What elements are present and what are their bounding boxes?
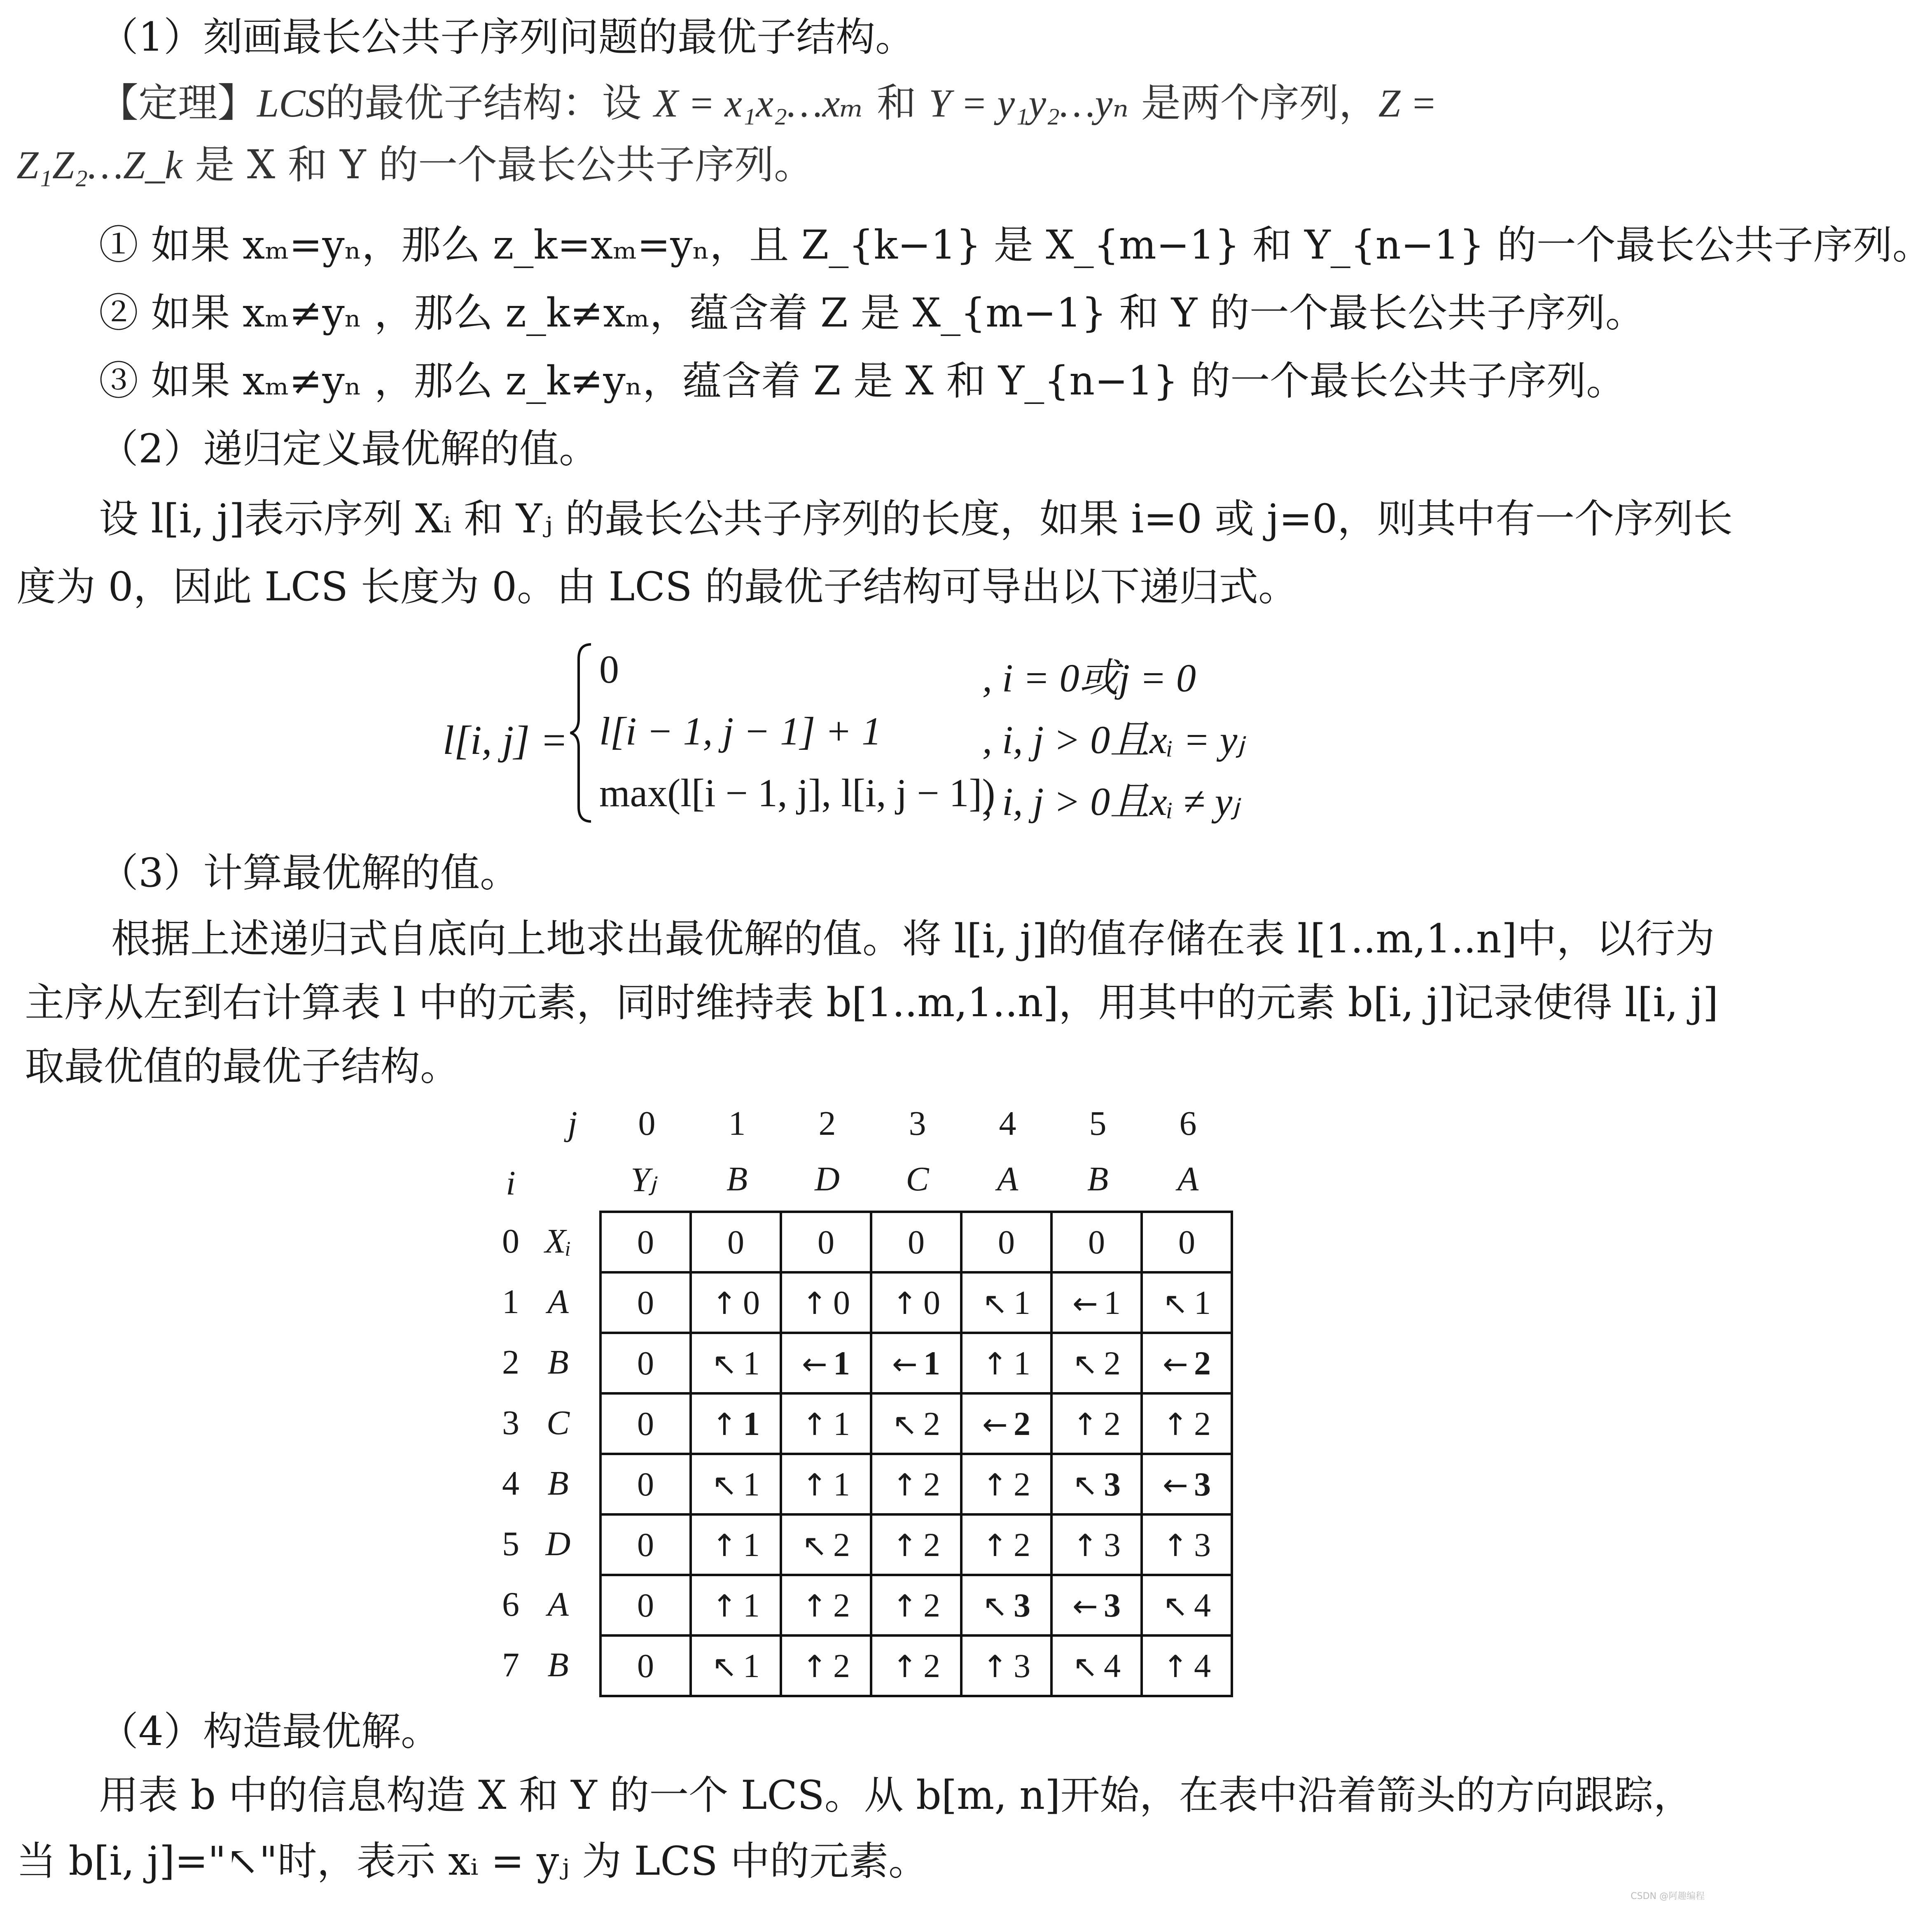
cell-value: 2 (923, 1404, 940, 1442)
table-cell (1051, 1575, 1142, 1635)
table-cell (781, 1333, 871, 1393)
direction-arrow-icon: ↖ (711, 1346, 737, 1382)
table-cell (781, 1575, 871, 1635)
cell-value: 0 (637, 1586, 654, 1624)
cell-value: 4 (1194, 1647, 1211, 1684)
table-cell (1142, 1272, 1232, 1333)
direction-arrow-icon: ↑ (892, 1285, 918, 1321)
cell-value: 2 (833, 1526, 850, 1563)
table-cell (871, 1575, 961, 1635)
table-cell (691, 1635, 781, 1696)
direction-arrow-icon: ↑ (892, 1467, 918, 1503)
cell-value: 2 (923, 1465, 940, 1503)
table-j-index: 1 (728, 1104, 746, 1143)
cell-value: 3 (1104, 1586, 1121, 1624)
formula-row-1-cond: , i = 0或j = 0 (982, 656, 1196, 700)
direction-arrow-icon: ↖ (982, 1285, 1008, 1321)
direction-arrow-icon: ↑ (982, 1649, 1008, 1684)
table-cell (1142, 1454, 1232, 1514)
table-cell (1051, 1454, 1142, 1514)
watermark: CSDN @阿趣编程 (1631, 1891, 1705, 1901)
table-cell (1142, 1333, 1232, 1393)
cell-value: 2 (923, 1586, 940, 1624)
table-cell (961, 1454, 1051, 1514)
table-cell (691, 1212, 781, 1272)
cell-value: 1 (743, 1586, 760, 1624)
direction-arrow-icon: ↖ (892, 1407, 918, 1442)
table-cell (691, 1514, 781, 1575)
theorem-z-eq: Z = (1378, 81, 1437, 125)
formula-row-3-expr: max(l[i − 1, j], l[i, j − 1]) (599, 771, 995, 815)
cell-value: 1 (743, 1404, 760, 1442)
direction-arrow-icon: ↑ (711, 1407, 737, 1442)
direction-arrow-icon: ↑ (982, 1467, 1008, 1503)
cell-value: 0 (1088, 1223, 1105, 1261)
formula-lhs: l[i, j] = (443, 717, 568, 763)
table-cell (600, 1212, 691, 1272)
cell-value: 2 (1014, 1404, 1030, 1442)
direction-arrow-icon: ↑ (1162, 1528, 1188, 1563)
cell-value: 0 (637, 1647, 654, 1684)
table-cell (600, 1333, 691, 1393)
lcs-table (599, 1211, 1233, 1697)
table-i-label: i (506, 1164, 516, 1202)
table-cell (871, 1393, 961, 1454)
cell-value: 0 (637, 1344, 654, 1382)
section-3-para-line-1: 根据上述递归式自底向上地求出最优解的值。将 l[i, j]的值存储在表 l[1..m,1..n]中，以行为 (111, 916, 1715, 962)
table-row-x-char: A (547, 1585, 569, 1624)
table-row-x-char: Xᵢ (544, 1222, 572, 1260)
table-cell (1142, 1575, 1232, 1635)
theorem-y-seq: Y = y₁y₂…yₙ (929, 81, 1129, 125)
table-y-label: Yⱼ (631, 1161, 656, 1199)
theorem-line-2 (16, 136, 813, 194)
section-3-para-line-3: 取最优值的最优子结构。 (25, 1043, 460, 1089)
direction-arrow-icon: ↑ (801, 1407, 827, 1442)
theorem-x-seq: X = x₁x₂…xₘ (654, 81, 864, 125)
cell-value: 2 (923, 1526, 940, 1563)
cell-value: 1 (833, 1465, 850, 1503)
table-j-label: j (568, 1104, 577, 1143)
table-cell (961, 1212, 1051, 1272)
table-cell (1051, 1393, 1142, 1454)
cell-value: 1 (1104, 1283, 1121, 1321)
cell-value: 3 (1194, 1526, 1211, 1563)
table-cell (600, 1514, 691, 1575)
cell-value: 0 (637, 1283, 654, 1321)
case-3: ③ 如果 xₘ≠yₙ ，那么 z_k≠yₙ，蕴含着 Z 是 X 和 Y_{n−1} 的一个最长公共子序列。 (99, 358, 1626, 404)
cell-value: 4 (1104, 1647, 1121, 1684)
table-cell (600, 1272, 691, 1333)
direction-arrow-icon: ← (1072, 1588, 1098, 1624)
direction-arrow-icon: ↑ (892, 1649, 918, 1684)
theorem-z-seq: Z₁Z₂…Z_k (16, 143, 182, 187)
table-cell (961, 1393, 1051, 1454)
direction-arrow-icon: ↑ (711, 1285, 737, 1321)
direction-arrow-icon: ← (982, 1407, 1008, 1442)
table-row-index: 4 (502, 1464, 519, 1502)
direction-arrow-icon: ↑ (801, 1588, 827, 1624)
table-cell (781, 1635, 871, 1696)
cell-value: 0 (637, 1526, 654, 1563)
table-row (600, 1272, 1232, 1333)
direction-arrow-icon: ↖ (982, 1588, 1008, 1624)
table-row-index: 3 (502, 1404, 519, 1442)
cell-value: 3 (1014, 1647, 1030, 1684)
cell-value: 1 (743, 1344, 760, 1382)
table-row-x-char: D (545, 1525, 571, 1563)
table-cell (781, 1212, 871, 1272)
cell-value: 0 (1178, 1223, 1195, 1261)
direction-arrow-icon: ↑ (982, 1528, 1008, 1563)
table-j-index: 3 (909, 1104, 926, 1143)
table-cell (1142, 1514, 1232, 1575)
brace-icon (568, 642, 593, 824)
direction-arrow-icon: ↑ (982, 1346, 1008, 1382)
table-cell (871, 1454, 961, 1514)
table-cell (781, 1393, 871, 1454)
table-row-x-char: B (547, 1646, 569, 1684)
table-row (600, 1635, 1232, 1696)
direction-arrow-icon: ↑ (1072, 1528, 1098, 1563)
cell-value: 0 (818, 1223, 834, 1261)
formula-row-2-cond: , i, j > 0且xᵢ = yⱼ (982, 718, 1245, 762)
cell-value: 1 (1014, 1283, 1030, 1321)
cell-value: 2 (1014, 1526, 1030, 1563)
table-cell (1051, 1514, 1142, 1575)
cell-value: 0 (637, 1223, 654, 1261)
theorem-line-1 (99, 74, 1437, 132)
cell-value: 3 (1014, 1586, 1030, 1624)
table-cell (961, 1635, 1051, 1696)
section-4-para-line-1: 用表 b 中的信息构造 X 和 Y 的一个 LCS。从 b[m, n]开始，在表中沿着箭头的方向跟踪， (99, 1772, 1693, 1818)
theorem-and: 和 (864, 80, 929, 126)
table-row (600, 1454, 1232, 1514)
direction-arrow-icon: ↑ (892, 1528, 918, 1563)
table-row (600, 1514, 1232, 1575)
table-cell (600, 1393, 691, 1454)
table-y-char: B (1087, 1160, 1109, 1198)
cell-value: 1 (743, 1526, 760, 1563)
cell-value: 0 (743, 1283, 760, 1321)
table-j-index: 2 (818, 1104, 836, 1143)
table-cell (600, 1454, 691, 1514)
section-2-para-line-2: 度为 0，因此 LCS 长度为 0。由 LCS 的最优子结构可导出以下递归式。 (16, 564, 1298, 610)
cell-value: 2 (1194, 1344, 1211, 1382)
section-2-para-line-1: 设 l[i, j]表示序列 Xᵢ 和 Yⱼ 的最长公共子序列的长度，如果 i=0 或 j=0，则其中有一个序列长 (99, 496, 1733, 542)
table-cell (691, 1333, 781, 1393)
case-2: ② 如果 xₘ≠yₙ ，那么 z_k≠xₘ，蕴含着 Z 是 X_{m−1} 和 Y 的一个最长公共子序列。 (99, 290, 1645, 336)
table-cell (961, 1575, 1051, 1635)
table-cell (1142, 1393, 1232, 1454)
case-1: ① 如果 xₘ=yₙ，那么 z_k=xₘ=yₙ，且 Z_{k−1} 是 X_{m−1} 和 Y_{n−1} 的一个最长公共子序列。 (99, 222, 1932, 268)
direction-arrow-icon: ↖ (1162, 1588, 1188, 1624)
direction-arrow-icon: ↑ (1162, 1649, 1188, 1684)
cell-value: 1 (743, 1647, 760, 1684)
cell-value: 1 (1014, 1344, 1030, 1382)
direction-arrow-icon: ↖ (1162, 1285, 1188, 1321)
table-cell (1051, 1635, 1142, 1696)
cell-value: 1 (833, 1344, 850, 1382)
direction-arrow-icon: ← (801, 1346, 827, 1382)
cell-value: 0 (637, 1465, 654, 1503)
table-cell (1142, 1212, 1232, 1272)
direction-arrow-icon: ↑ (1162, 1407, 1188, 1442)
cell-value: 0 (727, 1223, 744, 1261)
table-cell (1051, 1333, 1142, 1393)
cell-value: 2 (1104, 1344, 1121, 1382)
cell-value: 2 (833, 1647, 850, 1684)
table-j-index: 5 (1089, 1104, 1107, 1143)
direction-arrow-icon: ↑ (801, 1285, 827, 1321)
direction-arrow-icon: ↑ (801, 1467, 827, 1503)
table-row-x-char: B (547, 1464, 569, 1502)
direction-arrow-icon: ↖ (711, 1649, 737, 1684)
direction-arrow-icon: ↑ (892, 1588, 918, 1624)
table-row-x-char: C (546, 1404, 570, 1442)
table-cell (781, 1272, 871, 1333)
table-j-index: 4 (999, 1104, 1016, 1143)
cell-value: 2 (1014, 1465, 1030, 1503)
table-row-index: 1 (502, 1283, 519, 1321)
table-cell (961, 1272, 1051, 1333)
cell-value: 2 (833, 1586, 850, 1624)
theorem-text-c: 是 X 和 Y 的一个最长公共子序列。 (182, 142, 814, 188)
table-cell (961, 1333, 1051, 1393)
section-4-heading: （4）构造最优解。 (99, 1708, 441, 1754)
table-row (600, 1333, 1232, 1393)
table-cell (600, 1575, 691, 1635)
table-cell (691, 1393, 781, 1454)
table-row-index: 5 (502, 1525, 519, 1563)
table-row-x-char: A (547, 1283, 569, 1321)
section-4-para-line-2: 当 b[i, j]="↖"时，表示 xᵢ = yⱼ 为 LCS 中的元素。 (16, 1838, 928, 1884)
direction-arrow-icon: ← (1072, 1285, 1098, 1321)
direction-arrow-icon: ↖ (801, 1528, 827, 1563)
table-row-index: 2 (502, 1343, 519, 1381)
cell-value: 1 (923, 1344, 940, 1382)
table-row-index: 0 (502, 1222, 519, 1260)
table-cell (871, 1212, 961, 1272)
theorem-text-a: 的最优子结构：设 (325, 80, 654, 126)
section-3-para-line-2: 主序从左到右计算表 l 中的元素，同时维持表 b[1..m,1..n]，用其中的元素 b[i, j]记录使得 l[i, j] (25, 980, 1719, 1026)
recurrence-formula (443, 634, 1308, 840)
table-cell (691, 1454, 781, 1514)
table-cell (871, 1514, 961, 1575)
table-cell (871, 1272, 961, 1333)
cell-value: 2 (1104, 1404, 1121, 1442)
formula-row-3-cond: , i, j > 0且xᵢ ≠ yⱼ (982, 779, 1239, 824)
table-j-index: 6 (1179, 1104, 1197, 1143)
section-3-heading: （3）计算最优解的值。 (99, 850, 520, 896)
cell-value: 0 (908, 1223, 925, 1261)
table-cell (781, 1514, 871, 1575)
cell-value: 3 (1104, 1526, 1121, 1563)
direction-arrow-icon: ← (1162, 1467, 1188, 1503)
table-row-x-char: B (547, 1343, 569, 1381)
table-y-char: D (815, 1160, 840, 1198)
cell-value: 0 (637, 1404, 654, 1442)
direction-arrow-icon: ↑ (1072, 1407, 1098, 1442)
table-cell (1051, 1272, 1142, 1333)
table-cell (691, 1575, 781, 1635)
section-2-heading: （2）递归定义最优解的值。 (99, 426, 599, 472)
cell-value: 0 (998, 1223, 1015, 1261)
table-y-char: A (1177, 1160, 1199, 1198)
section-1-heading: （1）刻画最长公共子序列问题的最优子结构。 (99, 14, 915, 60)
direction-arrow-icon: ↑ (801, 1649, 827, 1684)
table-y-char: C (906, 1160, 929, 1198)
direction-arrow-icon: ↑ (711, 1528, 737, 1563)
table-row (600, 1393, 1232, 1454)
table-cell (1142, 1635, 1232, 1696)
table-cell (691, 1272, 781, 1333)
cell-value: 2 (923, 1647, 940, 1684)
cell-value: 2 (1194, 1404, 1211, 1442)
table-y-char: A (997, 1160, 1019, 1198)
table-cell (871, 1635, 961, 1696)
table-y-char: B (726, 1160, 748, 1198)
cell-value: 0 (833, 1283, 850, 1321)
direction-arrow-icon: ← (1162, 1346, 1188, 1382)
direction-arrow-icon: ↖ (1072, 1346, 1098, 1382)
table-row-index: 7 (502, 1646, 519, 1684)
table-cell (1051, 1212, 1142, 1272)
formula-row-2-expr: l[i − 1, j − 1] + 1 (599, 709, 882, 753)
theorem-label: 【定理】 (99, 80, 257, 126)
cell-value: 1 (743, 1465, 760, 1503)
table-cell (871, 1333, 961, 1393)
cell-value: 1 (1194, 1283, 1211, 1321)
formula-row-1-expr: 0 (599, 647, 619, 691)
table-cell (781, 1454, 871, 1514)
theorem-text-b: 是两个序列， (1128, 80, 1378, 126)
table-j-index: 0 (638, 1104, 656, 1143)
table-row-index: 6 (502, 1585, 519, 1624)
theorem-name: LCS (257, 81, 325, 125)
direction-arrow-icon: ↑ (711, 1588, 737, 1624)
table-cell (961, 1514, 1051, 1575)
direction-arrow-icon: ← (892, 1346, 918, 1382)
table-row (600, 1212, 1232, 1272)
cell-value: 3 (1194, 1465, 1211, 1503)
cell-value: 3 (1104, 1465, 1121, 1503)
cell-value: 4 (1194, 1586, 1211, 1624)
direction-arrow-icon: ↖ (1072, 1649, 1098, 1684)
table-row (600, 1575, 1232, 1635)
direction-arrow-icon: ↖ (1072, 1467, 1098, 1503)
cell-value: 0 (923, 1283, 940, 1321)
table-cell (600, 1635, 691, 1696)
cell-value: 1 (833, 1404, 850, 1442)
direction-arrow-icon: ↖ (711, 1467, 737, 1503)
